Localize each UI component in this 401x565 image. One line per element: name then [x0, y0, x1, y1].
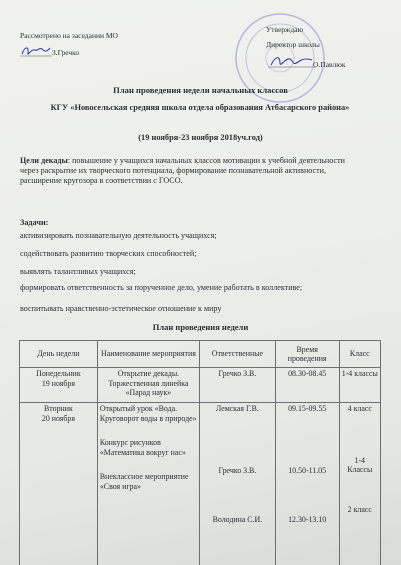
time-value: 10.50-11.05: [288, 465, 327, 475]
task-item: активизировать познавательную деятельность учащихся;: [20, 231, 217, 240]
review-note: Рассмотрено на заседании МО: [20, 31, 118, 40]
task-item: формировать ответственность за порученное дело, умение работать в коллективе;: [20, 283, 303, 292]
class-value: 4 класс: [347, 404, 372, 413]
event-name: Внеклассное мероприятие «Своя игра»: [99, 472, 189, 491]
table-row: [20, 368, 381, 403]
responsible-name: Лемская Г.В.: [215, 404, 259, 413]
time-value: 12.30-13.10: [288, 515, 327, 524]
task-item: содействовать развитию творческих способностей;: [20, 249, 197, 258]
day-date: 20 ноября: [41, 413, 75, 423]
class-value: 1-4 классы: [341, 369, 378, 378]
responsible-name: Гречко З.В.: [218, 369, 257, 378]
goals-text: : повышение у учащихся начальных классов мотивации к учебной деятельности через раскрытие их творческого потенциала, формирование познавательной активности, расширение кругозора в соответствии с ГОСО.: [20, 156, 345, 185]
responsible-cell: [199, 403, 275, 565]
director-label: Директор школы: [266, 40, 320, 49]
document-title: План проведения недели начальных классов: [113, 85, 288, 95]
reviewer-name: З.Гречко: [52, 48, 80, 57]
signature-left: [20, 44, 52, 58]
tasks-title: Задачи:: [20, 218, 49, 227]
day-cell: [20, 403, 98, 565]
class-value: 1-4 Классы: [347, 455, 373, 474]
approve-label: Утверждаю: [266, 25, 304, 34]
signature-right: [268, 52, 316, 70]
class-cell: [339, 403, 380, 565]
responsible-name: Володина С.И.: [212, 515, 263, 524]
day-cell: [20, 368, 98, 403]
header-time: Время проведения: [275, 341, 339, 368]
school-name: КГУ «Новосельская средняя школа отдела образования Атбасарского района»: [50, 103, 350, 112]
event-name: Конкурс рисунков «Математика вокруг нас»: [99, 438, 186, 457]
goals-paragraph: [20, 156, 360, 186]
event-name: Открытие декады. Торжественная линейка «Парад наук»: [108, 369, 189, 397]
director-name: О.Павлюк: [313, 60, 346, 69]
responsible-name: Гречко З.В.: [218, 465, 257, 475]
plan-table: [19, 340, 381, 565]
table-header-row: [20, 341, 381, 368]
goals-lead: Цели декады: [20, 156, 68, 165]
task-item: выявлять талантливых учащихся;: [20, 267, 136, 276]
event-name: Открытый урок «Вода. Круговорот воды в природе»: [99, 404, 197, 423]
time-cell: [275, 368, 339, 403]
class-cell: [339, 368, 380, 403]
table-row: [20, 403, 381, 565]
header-responsible: Ответственные: [199, 341, 275, 368]
header-day: День недели: [20, 341, 98, 368]
event-cell: [97, 368, 199, 403]
day-name: Вторник: [44, 404, 73, 413]
day-date: 19 ноября: [41, 378, 75, 388]
class-value: 2 класс: [347, 504, 372, 514]
responsible-cell: [199, 368, 275, 403]
date-range: (19 ноября-23 ноября 2018уч.год): [138, 133, 263, 142]
day-name: Понедельник: [36, 369, 81, 378]
header-event: Наименование мероприятия: [97, 341, 199, 368]
task-item: воспитывать нравственно-эстетическое отношение к миру: [20, 304, 222, 313]
time-cell: [275, 403, 339, 565]
time-value: 09.15-09.55: [288, 404, 327, 413]
header-class: Класс: [339, 341, 380, 368]
event-cell: [97, 403, 199, 565]
time-value: 08.30-08.45: [288, 369, 327, 378]
plan-title: План проведения недели: [152, 322, 249, 332]
